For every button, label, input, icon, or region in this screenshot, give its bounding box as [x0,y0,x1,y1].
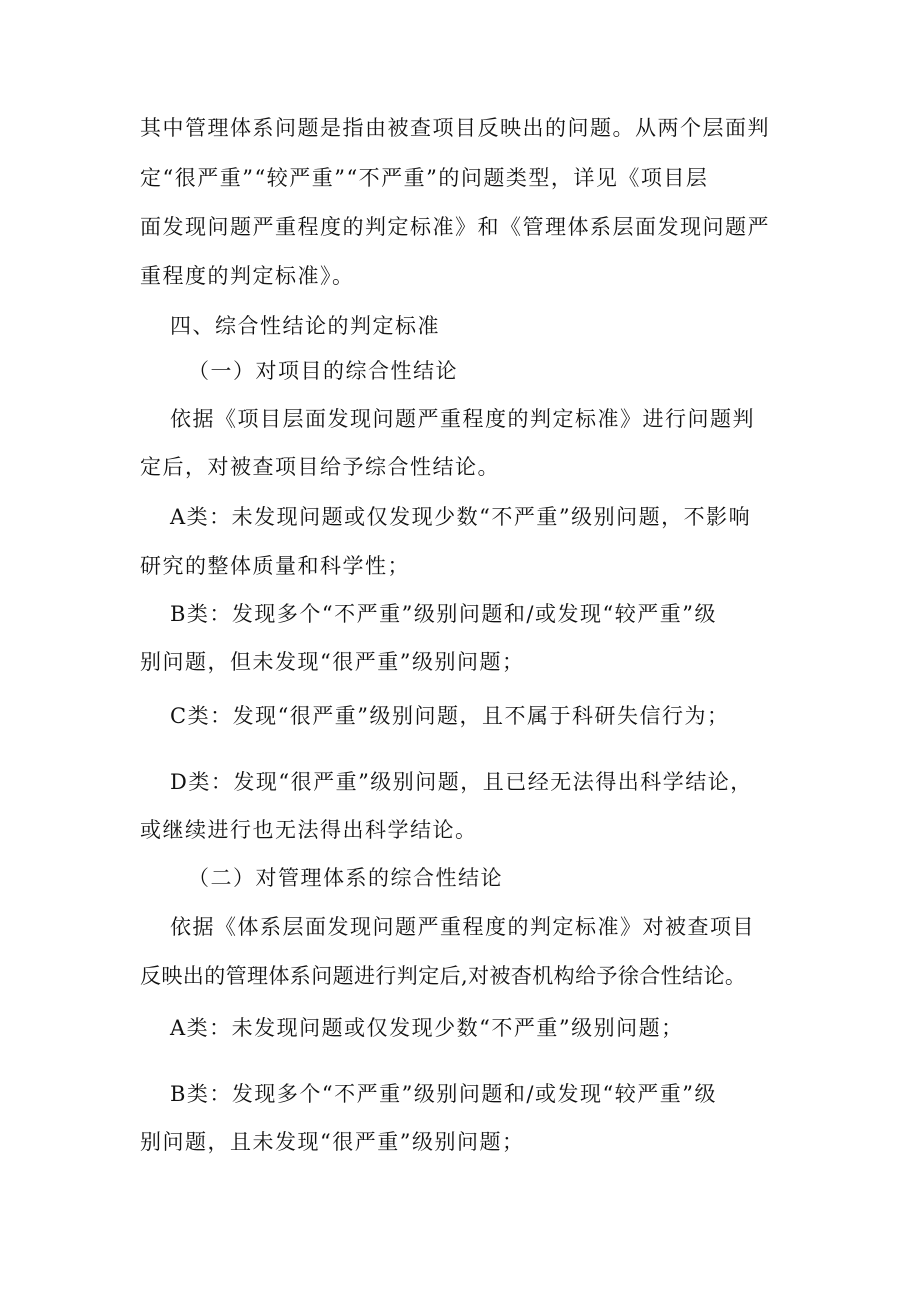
system-class-a-line: A类：未发现问题或仅发现少数“不严重”级别问题； [170,1016,684,1040]
project-heading: （一）对项目的综合性结论 [188,359,458,383]
project-class-d-line-2: 或继续进行也无法得出科学结论。 [140,818,478,842]
project-basis-line-1: 依据《项目层面发现问题严重程度的判定标准》进行问题判 [170,407,755,431]
system-class-b-line-2: 别问题，且未发现“很严重”级别问题； [140,1130,525,1154]
intro-line-1: 其中管理体系问题是指由被查项目反映出的问题。从两个层面判 [140,116,770,140]
section-heading: 四、综合性结论的判定标准 [170,314,440,338]
system-class-b-line-1: B类：发现多个“不严重”级别问题和/或发现“较严重”级 [170,1082,717,1106]
project-class-b-line-1: B类：发现多个“不严重”级别问题和/或发现“较严重”级 [170,602,717,626]
project-class-a-line-2: 研究的整体质量和科学性； [140,554,410,578]
project-class-c-line: C类：发现“很严重”级别问题，且不属于科研失信行为； [170,704,730,728]
project-basis-line-2: 定后，对被查项目给予综合性结论。 [140,455,500,479]
project-class-a-line-1: A类：未发现问题或仅发现少数“不严重”级别问题，不影响 [170,505,752,529]
intro-line-4: 重程度的判定标准》。 [140,264,355,288]
intro-line-3: 面发现问题严重程度的判定标准》和《管理体系层面发现问题严 [140,215,770,239]
system-basis-line-2: 反映出的管理体系问题进行判定后,对被杳机构给予徐合性结论。 [140,964,747,988]
system-heading: （二）对管理体系的综合性结论 [188,866,503,890]
intro-line-2: 定“很严重”“较严重”“不严重”的问题类型，详见《项目层 [140,166,709,190]
project-class-d-line-1: D类：发现“很严重”级别问题，且已经无法得出科学结论， [170,770,753,794]
system-basis-line-1: 依据《体系层面发现问题严重程度的判定标准》对被查项目 [170,915,755,939]
project-class-b-line-2: 别问题，但未发现“很严重”级别问题； [140,650,525,674]
